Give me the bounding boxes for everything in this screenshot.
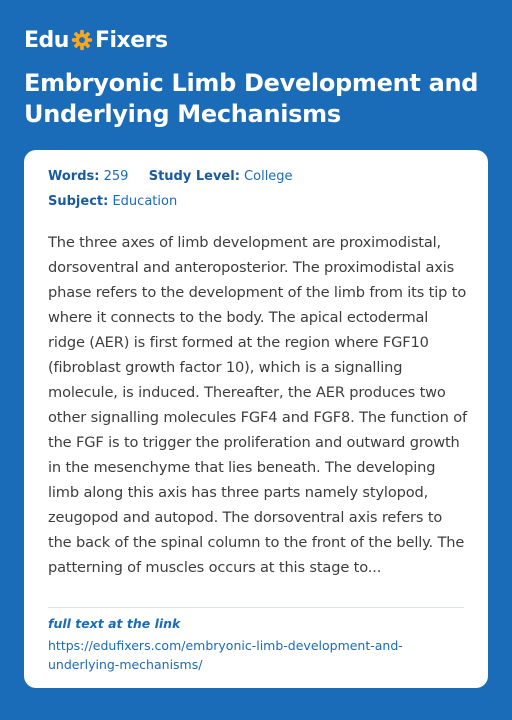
subject-label: Subject: bbox=[48, 194, 109, 209]
full-text-link[interactable]: https://edufixers.com/embryonic-limb-development-and-underlying-mechanisms/ bbox=[48, 638, 403, 672]
logo-text-left: Edu bbox=[24, 27, 69, 53]
gear-icon bbox=[71, 29, 93, 51]
full-text-label: full text at the link bbox=[48, 616, 181, 631]
edufixers-logo[interactable] bbox=[24, 26, 168, 54]
logo-text-right: Fixers bbox=[94, 27, 168, 53]
essay-excerpt: The three axes of limb development are proximodistal, dorsoventral and anteroposterior. The proximodistal axis phase refers to the development of the limb from its tip to where it connects to the body. The apical ectodermal ridge (AER) is first formed at the region where FGF10 (fibroblast growth factor 10), which is a signalling molecule, is induced. Thereafter, the AER produces two other signalling molecules FGF4 and FGF8. The function of the FGF is to trigger the proliferation and outward growth in the mesenchyme that lies beneath. The developing limb along this axis has three parts namely stylopod, zeugopod and autopod. The dorsoventral axis refers to the back of the spinal column to the front of the belly. The patterning of muscles occurs at this stage to... bbox=[48, 234, 468, 576]
study-level-label: Study Level: bbox=[148, 169, 240, 184]
meta-row-2 bbox=[48, 193, 177, 211]
meta-row-1 bbox=[48, 168, 293, 186]
study-level-value: College bbox=[244, 169, 293, 184]
words-label: Words: bbox=[48, 169, 100, 184]
page-title: Embryonic Limb Development and Underlying Mechanisms bbox=[24, 69, 479, 128]
words-value: 259 bbox=[103, 169, 129, 184]
content-card bbox=[24, 150, 488, 688]
divider bbox=[48, 607, 464, 608]
subject-value: Education bbox=[112, 194, 178, 209]
